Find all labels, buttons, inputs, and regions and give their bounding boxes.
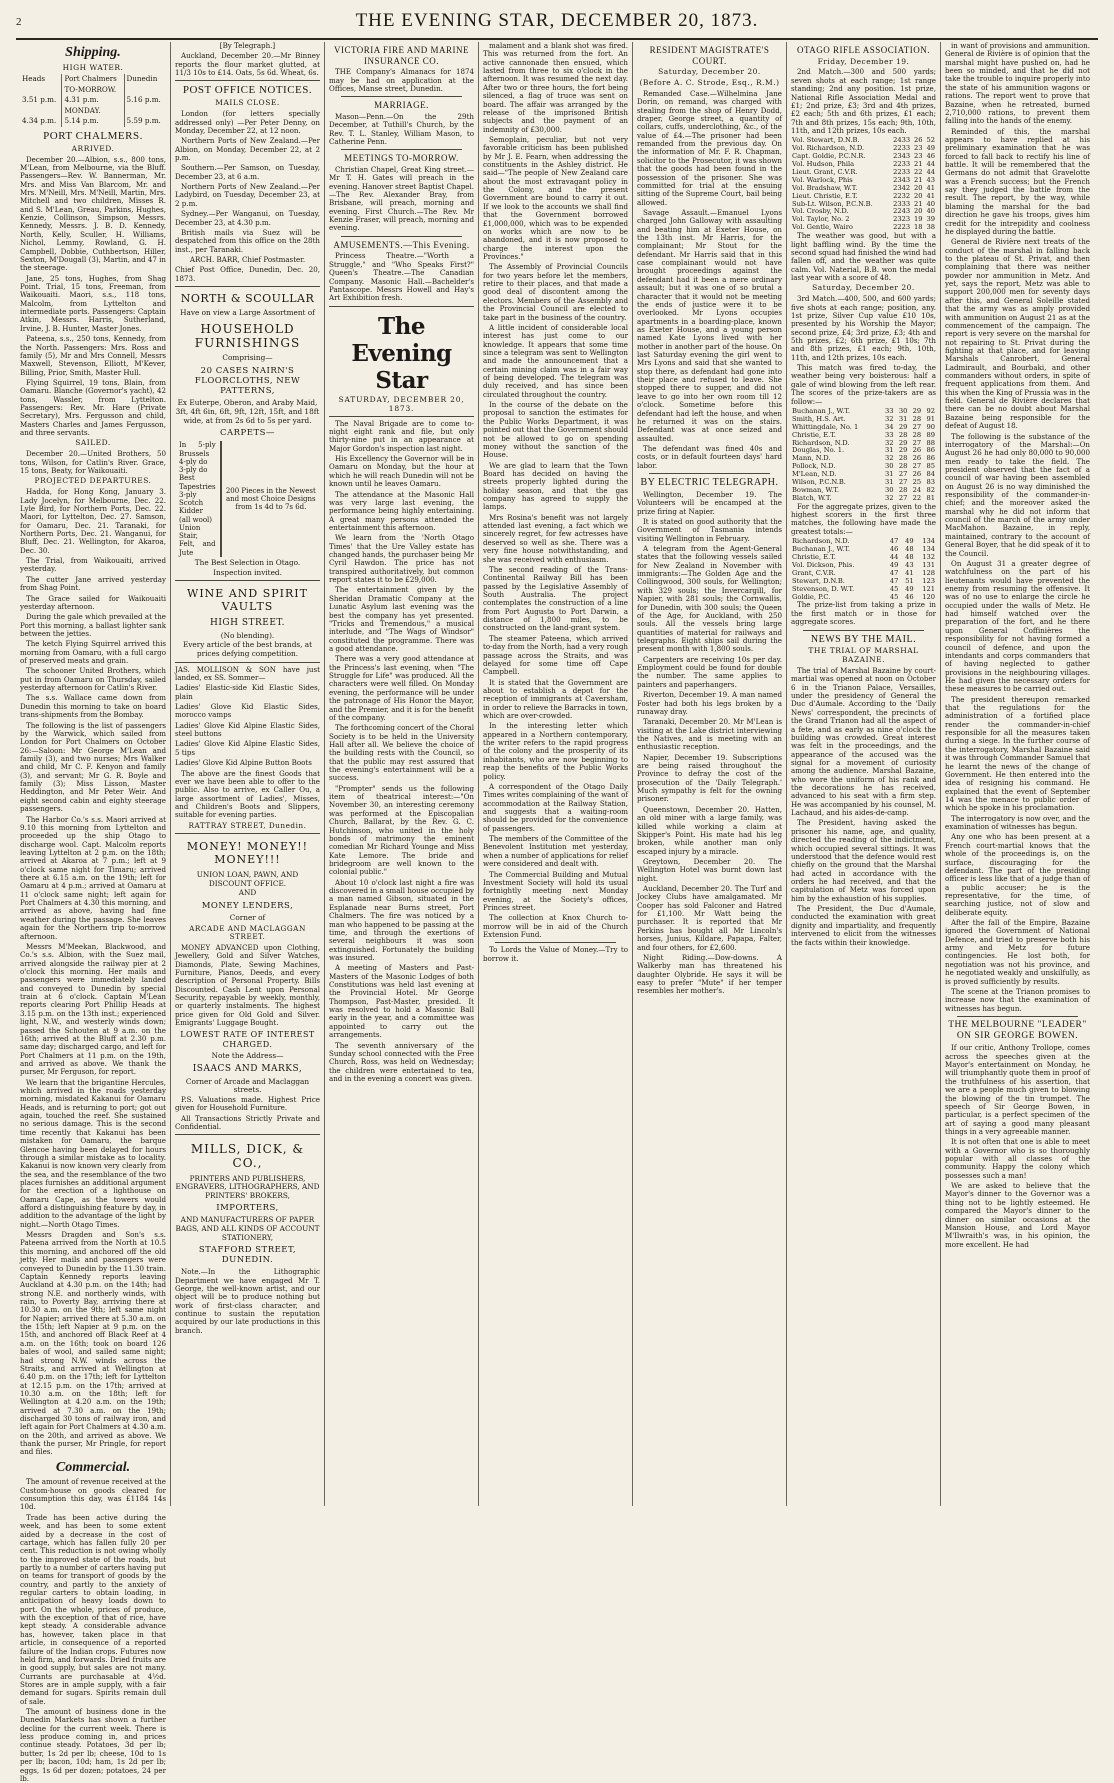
ad-headline: MILLS, DICK, & CO., <box>190 1142 305 1171</box>
ad-line: HIGH STREET. <box>210 618 285 629</box>
paragraph: The Harbor Co.'s s.s. Maori arrived at 9.10 this morning from Lyttelton and proceeded up the ship Otago to discharge wool. Capt. Malcolm reports leaving Lyttelton at 2 p.m. on the 18th; arrived at Akaroa at 7 p.m.; left at 9 o'clock same night for Timaru; arrived there at 6.15 a.m. on the 19th; left for Oamaru at 4 p.m.; arrived at Oamaru at 11 o'clock same night; left again for Port Chalmers at 4.30 this morning, and arrived as above, having had fine weather during the passage. She leaves again for the Northern trip to-morrow afternoon. <box>20 814 166 941</box>
paragraph: In the interesting letter which appeared in a Northern contemporary, the writer refers to the rapid progress of the colony and the prosperity of its inhabitants, who are now beginning to reap the benefits of the Public Works policy. <box>483 721 628 781</box>
score-row: Vol. Dickson, Phis. 49 43 131 <box>792 560 935 569</box>
column-advertisements <box>170 42 324 1506</box>
insurance-heading: VICTORIA FIRE AND MARINE INSURANCE CO. <box>333 45 470 66</box>
sailed-label: SAILED. <box>75 438 111 448</box>
paragraph: Semoplain, peculiar, but not very favorable criticism has been published by Mr J. E. Fearn, when addressing the constituents in the Ashley district. He said—"The people of New Zealand care about the most extravagant policy in the Colony, and the present Government are bound to carry it out. If we look to the accounts we shall find that the Government borrowed £1,000,000, which was to be expended on works which are now to be abandoned, and it is now proposed to charge the interest upon the Provinces." <box>483 134 628 261</box>
paragraph: On August 31 a greater degree of watchfulness on the part of his lieutenants would have prevented the enemy from resuming the offensive. It was of no use to enlarge the circle he occupied under the walls of Metz. He had himself watched over the preparation of the fort, and he there upon General Coffinières the responsibility for not having formed a council of defence, and upon the intendants and corps commanders that of having neglected to gather provisions in the neighbouring villages. He had given the necessary orders for these measures to be carried out. <box>945 558 1090 694</box>
paragraph: The prize-list from taking a prize in the first match or in those for aggregate scores. <box>791 600 936 627</box>
paragraph: The President, the Duc d'Aumale, conducted the examination with great dignity and impartiality, and frequently intervened to elicit from the witnesses the facts within their knowledge. <box>791 904 936 947</box>
page-number: 2 <box>16 16 22 28</box>
score-row: Stevenson, D. W.T. 45 49 121 <box>792 584 935 593</box>
paragraph: The Assembly of Provincial Councils for two years before let the members, retire to their places, and that made a good deal of discontent among the electors. Members of the Assembly and the Provincial Council are elected to take part in the business of the country. <box>483 262 628 322</box>
ad-address: ARCADE AND MACLAGGAN STREET. <box>189 923 306 942</box>
score-row: Christie, E.T. 44 48 132 <box>792 553 935 561</box>
score-table-b <box>791 408 936 503</box>
paragraph: Reminded of this, the marshal appears to have replied at his preliminary examination that he was forced to fall back to rectify his line of battle. It will be remembered that the Germans do not admit that Gravelotte was a French success; but the French say they judged the battle from the result. The report, by the way, while blaming the marshal for the bad direction he gave his troops, gives him credit for the intrepidity and coolness he displayed during the battle. <box>945 126 1090 236</box>
paragraph: Trade has been active during the week, and has been to some extent aided by a decrease in the cost of cartage, which has fallen fully 20 per cent. This reduction is not owing wholly to the improved state of the roads, but partly to a number of carters having put on teams for transport of goods by the country, and partly to the anxiety of regular carters to obtain loading, in anticipation of heavy loads down to port. On the whole, prices of produce, with the exception of that of rice, have kept steady. A considerable advance has, however, taken place in that article, in consequence of a reported failure of the Indian crops. Futures now held firm, and forwards. Dried fruits are in good supply, but sales are not many. Currants are purchasable at 4½d. Stores are in ample supply, with a fair demand for sugars. Spirits remain dull of sale. <box>20 1512 166 1706</box>
ad-line: Inspection invited. <box>213 567 282 577</box>
paragraph: The s.s. Wallace came down from Dunedin this morning to take on board trans-shipments from the Bombay. <box>20 693 166 720</box>
paragraph: The Trial, from Waikouaiti, arrived yesterday. <box>20 556 166 574</box>
paragraph: The interrogatory is now over, and the examination of witnesses has begun. <box>945 813 1090 832</box>
amusements-heading: AMUSEMENTS.—This Evening. <box>333 239 470 250</box>
paragraph: If our critic, Anthony Trollope, comes across the speeches given at the Mayor's entertainment on Monday, he will triumphantly quote them in proof of the truthfulness of his assertion, that we are a people much given to blowing the blowing of the tin trumpet. The speech of Sir George Bowen, in particular, is a perfect specimen of the art of saying a good many pleasant things in a very agreeable manner. <box>945 1043 1090 1136</box>
ad-line: Have on view a Large Assortment of <box>180 308 315 318</box>
tide-table: Heads Port Chalmers Dunedin TO-MORROW. 3.51 p.m. 4.31 p.m. 5.16 p.m. MONDAY. 4.34 p.m. 5.14 p.m. 5.59 p.m. <box>22 74 161 126</box>
ad-line: The Best Selection in Otago. <box>194 557 301 567</box>
score-row: Vol. Stewart, D.N.B. 2433 26 52 <box>792 136 935 145</box>
news-by-mail-heading: NEWS BY THE MAIL. <box>810 633 917 645</box>
arrived-text: December 20.—Albion, s.s., 800 tons, M'Lean, from Melbourne, via the Bluff. Passengers—Rev. W. Bannerman, Mr. Mrs. and Miss Van Blarcom, Mr. and Mrs. M'Neill, Mrs. M'Neill, Martin, Mrs. Mitchell and two children, Misses R. and S. M'Lean, Greau, Parkins, Hughes, Kenzie, Collinson, Simpson, Messrs. Kennedy, Messrs. J. B. D. Kennedy, North, Kelly, Sculler, H. Williams, Nichol, Lemmy, Rowland, G. H. Campbell, Dobbie, Cuthbertson, Hiller, Sexton, M'Dougall (3), Martin, and 47 in the steerage. <box>20 154 166 273</box>
paragraph: To Lords the Value of Money.—Try to borrow it. <box>483 945 628 963</box>
paragraph: The president thereupon remarked that the regulations for the administration of a fortified place render the commander-in-chief responsible for all the measures taken during a siege. In the further course of the interrogatory, Marshal Bazaine said it was through Commander Samuel that he learnt the news of the change of Government. He then entered into the idea of resigning his command. He explained that the event of September 14 was the menace to public order of which he spoke in his proclamation. <box>945 694 1090 813</box>
ad-line: LOWEST RATE OF INTEREST CHARGED. <box>180 1030 315 1049</box>
paragraph: The members of the Committee of the Benevolent Institution met yesterday, when a number of applications for relief were considered and dealt with. <box>483 834 628 869</box>
paragraph: The amount of revenue received at the Custom-house on goods cleared for consumption this day, was £1184 14s 10d. <box>20 1477 166 1512</box>
paragraph: The following is the list of passengers by the Warwick, which sailed from London for Port Chalmers on October 26:—Saloon: Mr George M'Lean and family (3), and two nurses; Mrs Walker and child, Mr C. F. Kenyon and family (3), and servant; Mr G. R. Boyle and family (3); Miss Lisson, Master Heddington, and Mr Peter Weir. And eight second cabin and eighty steerage passengers. <box>20 720 166 814</box>
paragraph: The seventh anniversary of the Sunday school connected with the Free Church, Ross, was held on Wednesday; the children were entertained to tea, and in the evening a concert was given. <box>329 1040 474 1083</box>
paragraph: The forthcoming concert of the Choral Society is to be held in the University Hall after all. We believe the choice of the building rests with the Council, so that the public may rest assured that the evening's entertainment will be a success. <box>329 723 474 783</box>
ad-headline: WINE AND SPIRIT VAULTS <box>187 587 308 614</box>
paragraph: Mason—Penn.—On the 29th December, at Tuthill's Church, by the Rev. T. L. Stanley, William Mason, to Catherine Penn. <box>329 111 474 146</box>
ad-line: Note the Address— <box>211 1051 284 1061</box>
score-row: Vol. Warlock, Phis 2343 21 43 <box>792 175 935 184</box>
paragraph: Jane, 25 tons, Hughes, from Shag Point. Trial, 15 tons, Freeman, from Waikouaiti. Maori, s.s., 118 tons, Malcolm, from Lyttelton and intermediate ports. Passengers: Captain Atkin, Messrs. Harris, Sutherland, Irvine, J. B. Hunter, Master Jones. <box>20 273 166 333</box>
paragraph: Auckland, December 20.—Mr Binney reports the flour market glutted, at 11/3 10s to £14. Oats, 5s 6d. Wheat, 6s. <box>175 51 320 78</box>
score-row: Vol. Gentle, Wairo 2223 18 38 <box>792 223 935 232</box>
score-row: Blatch, W.T. 32 27 22 81 <box>792 493 935 502</box>
paragraph: A correspondent of the Otago Daily Times writes complaining of the want of accommodation at the Railway Station, and suggests that a waiting-room should be provided for the convenience of passengers. <box>483 781 628 833</box>
paragraph: Princess Theatre.—"Worth a Struggle," and "Who Speaks First?" Queen's Theatre.—The Canadian Company. Masonic Hall.—Bachelder's Pantascope. Messrs Howell and Hay's Art Exhibition fresh. <box>329 251 474 303</box>
paragraph: A little incident of considerable local interest has just come to our knowledge. It appears that some time since a telegram was sent to Wellington and made the announcement that a certain mining claim was in a fair way of being developed. The telegram was duly received, and has since been circulated throughout the country. <box>483 322 628 399</box>
ad-mollison <box>175 662 320 831</box>
paragraph: Southern.—Per Samson, on Tuesday, December 23, at 6 a.m. <box>175 163 320 181</box>
paragraph: The entertainment given by the Sheridan Dramatic Company at the Lunatic Asylum last evening was the best the company has yet presented. "Tricks and Tremendous," a musical interlude, and "The Wags of Windsor" constituted the programme. There was a good attendance. <box>329 585 474 653</box>
score-row: Lieut. Christie, E.T. 2232 20 41 <box>792 191 935 200</box>
paragraph: THE Company's Almanacs for 1874 may be had on application at the Offices, Manse street, Dunedin. <box>329 67 474 93</box>
score-row: Vol. Crosby, N.D. 2243 20 40 <box>792 207 935 216</box>
paragraph: in want of provisions and ammunition. General de Rivière is of opinion that the marshal might have pushed on, had he been so minded, and that he did not take the trouble to inquire properly into the state of his ammunition wagons or rations. The report went to prove that Bazaine, when he retreated, burned 2,710,000 rations, to prevent them falling into the hands of the enemy. <box>945 41 1090 126</box>
arrived-label: ARRIVED. <box>71 143 115 153</box>
ad-headline: HOUSEHOLD FURNISHINGS <box>194 321 301 350</box>
ad-item: Ladies' Glove Kid Alpine Elastic Sides, 5 tips <box>175 739 320 757</box>
ad-address: RATTRAY STREET, Dunedin. <box>188 820 307 830</box>
paragraph: The Grace sailed for Waikouaiti yesterday afternoon. <box>20 593 166 611</box>
score-row: Goldie, P.C. 45 46 120 <box>792 592 935 601</box>
ad-line: JAS. MOLLISON & SON have just landed, ex SS. Sommer— <box>175 664 320 682</box>
score-row: Vol. Hudson, Phila 2233 21 44 <box>792 160 935 169</box>
news-subheading: THE TRIAL OF MARSHAL BAZAINE. <box>808 646 919 665</box>
paragraph: Northern Ports of New Zealand.—Per Ladybird, on Tuesday, December 23, at 2 p.m. <box>175 182 320 208</box>
paragraph: Greytown, December 20. The Wellington Hotel was burnt down last night. <box>637 856 782 883</box>
paragraph: The amount of business done in the Dunedin Markets has shown a further decline for the current week. There is less produce coming in, and prices continue steady. Potatoes, 3d per lb; butter, 1s 2d per lb; cheese, 10d to 1s per lb; bacon, 10d; ham, 1s 2d per lb; eggs, 1s 6d per dozen; potatoes, 24 per lb. <box>20 1707 166 1783</box>
masthead <box>16 8 1098 40</box>
dateline: SATURDAY, DECEMBER 20, 1873. <box>329 396 474 417</box>
ad-line: All Transactions Strictly Private and Confidential. <box>175 1113 320 1131</box>
score-row: Christie, E.T. 33 28 28 89 <box>792 430 935 439</box>
ad-line: P.S. Valuations made. Highest Price given for Household Furniture. <box>175 1094 320 1113</box>
paragraph: During the gale which prevailed at the Port this morning, a ballast lighter sank between the jetties. <box>20 612 166 638</box>
paragraph: The second reading of the Trans-Continental Railway Bill has been passed by the Legislative Assembly of South Australia. The project contemplates the construction of a line from Port Augusta to Port Darwin, a distance of 1,800 miles, to be constructed on the land-grant system. <box>483 564 628 633</box>
paragraph: After the fall of the Empire, Bazaine ignored the Government of National Defence, and tried to preserve both his army and Metz for future contingencies. He lost both, for negotiation was not his province, and he negotiated weakly and unskilfully, as is proved sufficiently by results. <box>945 918 1090 986</box>
meetings-heading: MEETINGS TO-MORROW. <box>344 153 459 164</box>
paragraph: Auckland, December 20. The Turf and Jockey Clubs have amalgamated. Mr Cooper has sold Falconer and Hatred for £1,100. Mr Watt being the purchaser. It is reported that Mr Perkins has bought all Mr Lincoln's horses, Junius, Kildare, Papapa, Falter, and four others, for £2,600. <box>637 884 782 952</box>
paragraph: We are asked to believe that the Mayor's dinner to the Governor was a thing not to be lightly esteemed. He compared the Mayor's dinner to the dinner on similar occasions at the Mansion House, and Lord Mayor M'Ilwraith's was, in his opinion, the more excellent. He had <box>945 1181 1090 1249</box>
paragraph: The weather was good, but with a light baffling wind. By the time the second squad had finished the wind had fallen off, and the weather was quite calm. Vol. Naterial, B.B. won the medal last year with a score of 48. <box>791 231 936 282</box>
paragraph: About 10 o'clock last night a fire was discovered in a small house occupied by a man named Gibson, situated in the Esplanade near Burns street, Port Chalmers. The fire was noticed by a man who happened to be passing at the time, and through the exertions of several neighbours it was soon extinguished. Fortunately the building was insured. <box>329 877 474 962</box>
ad-line: CARPETS— <box>220 428 275 439</box>
ad-headline: MONEY! MONEY!! MONEY!!! <box>186 840 309 867</box>
paragraph: Riverton, December 19. A man named Foster had both his legs broken by a runaway dray. <box>637 690 782 716</box>
paragraph: The ketch Flying Squirrel arrived this morning from Oamaru, with a full cargo of preserved meats and grain. <box>20 639 166 666</box>
score-row: Smith, H.S. Art. 32 31 28 91 <box>792 414 935 423</box>
ad-line: Corner of Arcade and Maclaggan streets. <box>185 1076 310 1095</box>
paragraph: 3rd Match.—400, 500, and 600 yards; five shots at each range; position, any. 1st prize, Silver Cup value £10 10s, presented by his Worship the Mayor; second prize, £4; 3rd prize, £3; 4th and 5th prizes, £2; 6th prize, £1 10s; 7th and 8th prizes, £1 each; 9th, 10th, 11th, and 12th prizes, 10s each. <box>791 294 936 362</box>
column-court-telegraph <box>632 42 786 1506</box>
paragraph: Napier, December 19. Subscriptions are being raised throughout the Province to defray the cost of the prosecution of the 'Daily Telegraph.' Much sympathy is felt for the owning prisoner. <box>637 752 782 804</box>
paragraph: The collection at Knox Church to-morrow will be in aid of the Church Extension Fund. <box>483 913 628 940</box>
paragraph: This match was fired to-day, the weather being very boisterous: half a gale of wind blowing from the left rear. The scores of the prize-takers are as follow:— <box>791 363 936 406</box>
score-row: Richardson, N.D. 32 29 27 88 <box>792 438 935 447</box>
commercial-heading: Commercial. <box>55 1459 131 1475</box>
paragraph: The following is the substance of the interrogatory of the Marshal:—On August 26 he had only 80,000 to 90,000 men ready to take the field. The president observed that the fact of a council of war having been assembled on August 26 is no way diminished the responsibility of the commander-in-chief; and the moreover asked the marshal why he did not inform that council of the march of the army under MacMahon. Bazaine, in reply, maintained, contrary to the account of General Boyer, that he did speak of it to the Council. <box>945 431 1090 558</box>
paragraph: Queenstown, December 20. Hatten, an old miner with a large family, was killed while working a claim at Skipper's Point. His mate had his leg broken, while another man only escaped injury by a miracle. <box>637 804 782 856</box>
paragraph: In the course of the debate on the proposal to sanction the estimates for the Public Works Department, it was pointed out that the Government should not be allowed to go on spending money without the sanction of the House. <box>483 400 628 460</box>
signature-place: Chief Post Office, Dunedin, Dec. 20, 1873. <box>175 265 320 283</box>
ad-line: AND <box>238 888 257 898</box>
paragraph: malament and a blank shot was fired. This was returned from the fort. An active cannonade then ensued, which lasted from three to six o'clock in the afternoon. It was resumed the next day. After two or three hours, the fort being silenced, a flag of truce was sent on board. The affair was arranged by the release of the imprisoned British subjects and the payment of an indemnity of £30,000. <box>483 41 628 134</box>
ad-mills-dick <box>175 1134 320 1335</box>
paragraph: 2nd Match.—300 and 500 yards; seven shots at each range; 1st range standing; 2nd any position. 1st prize, National Rifle Association Medal and £1; 2nd prize, £3; 3rd and 4th prizes, £2 each; 5th and 6th prizes, £1 each; 7th and 8th prizes, 15s each; 9th, 10th, 11th, and 12th prizes, 10s each. <box>791 67 936 135</box>
carpet-list: In 5-ply Brussels 4-ply do 3-ply do Best Tapestries 3-ply Scotch Kidder (all wool) Union Stair, Felt, and Jute 200 Pieces in the Newest and most Choice Designs from 1s 4d to 7s 6d. <box>179 441 316 557</box>
signature: ARCH. BARR, Chief Postmaster. <box>189 255 306 264</box>
score-row: Douglas, No. 1. 31 29 26 86 <box>792 446 935 455</box>
ad-union-loan <box>175 833 320 1131</box>
evening-star-flag: The Evening Star <box>351 312 452 394</box>
paragraph: British mails via Suez will be despatched from this office on the 28th inst., per Taranaki. <box>175 227 320 254</box>
ad-line: Comprising— <box>222 352 273 362</box>
paragraph: There was a very good attendance at the Princess's last evening, when "The Struggle for Life" was produced. All the characters were well filled. On Monday evening, the performance will be under the patronage of His Honor the Mayor, and the Premier, and it is for the benefit of the company. <box>329 654 474 722</box>
score-row: Richardson, N.D. 47 49 134 <box>792 537 935 546</box>
leader-heading: THE MELBOURNE "LEADER" ON SIR GEORGE BOWEN. <box>948 1019 1087 1042</box>
shipping-heading: Shipping. <box>65 45 121 60</box>
ad-wine-vaults <box>175 580 320 658</box>
score-row: Vol. Richardson, N.D. 2233 23 49 <box>792 144 935 153</box>
column-shipping <box>16 42 170 1783</box>
ad-line: (No blending). <box>220 630 275 640</box>
paragraph: General de Rivière next treats of the conduct of the marshal in falling back to the plateau of St. Privat, and then complaining that there was neither powder nor ammunition in Metz. And yet, says the report, Metz was able to support 200,000 men for seventy days after this, and General Soleille stated that the army was as amply provided with ammunition on August 21 as at the commencement of the campaign. The report is very severe on the marshal for not repairing to St. Privat during the fighting at that place, and for leaving Marshals Canrobert, General Ladmirault, and Bourbaki, and other commanders without orders, in spite of frequent applications from them. And this when the King of Prussia was in the field. General de Rivière declares that there can be no doubt about Marshal Bazaine being responsible for the defeat of August 18. <box>945 237 1090 431</box>
rifle-date-2: Saturday, December 20. <box>812 283 915 293</box>
column-rifle-mail <box>786 42 940 1506</box>
paragraph: Carpenters are receiving 10s per day. Employment could be found for double the number. The same applies to painters and paperhangers. <box>637 654 782 689</box>
ad-north-scoullar <box>175 286 320 577</box>
paragraph: Mrs Rosina's benefit was not largely attended last evening, a fact which we sincerely regret, for few actresses have deserved so well as she. There was a very fine house notwithstanding, and she was received with enthusiasm. <box>483 512 628 564</box>
paragraph: The steamer Pateena, which arrived to-day from the North, had a very rough passage across the Straits, and was delayed for some time off Cape Campbell. <box>483 633 628 677</box>
score-table-a <box>791 137 936 232</box>
paragraph: It is stated on good authority that the Government of Tasmania intends visiting Wellington in February. <box>637 516 782 543</box>
newspaper-title: THE EVENING STAR, DECEMBER 20, 1873. <box>355 10 759 31</box>
ad-line: 20 CASES NAIRN'S FLOORCLOTHS, NEW PATTERNS, <box>194 365 301 396</box>
paragraph: The trial of Marshal Bazaine by court-martial was opened at noon on October 6 in the Trianon Palace, Versailles, under the presidency of General the Duc d'Aumale. According to the 'Daily News' correspondent, the precincts of the Grand Trianon had all the aspect of a fete, and as early as nine o'clock the building was crowded. Great interest was felt in the proceedings, and the appearance of the accused was the signal for a movement of curiosity among the audience. Marshal Bazaine, who wore the uniform of his rank and the decorations he has received, advanced to his seat with a firm step. He was accompanied by his counsel, M. Lachaud, and his aides-de-camp. <box>791 666 936 818</box>
score-row: M'Lean, N.D. 31 27 26 84 <box>792 470 935 479</box>
paragraph: The cutter Jane arrived yesterday from Shag Point. <box>20 574 166 593</box>
paragraph: Taranaki, December 20. Mr M'Lean is visiting at the Lake district interviewing the Natives, and is meeting with an enthusiastic reception. <box>637 717 782 752</box>
ad-item: Ladies' Elastic-side Kid Elastic Sides, plain <box>175 683 320 701</box>
ad-line: Every article of the best brands, at prices defying competition. <box>182 640 313 658</box>
paragraph: Remanded Case.—Wilhelmina Jane Dorin, on remand, was charged with stealing from the shop of Henry Dodd, draper, George street, a quantity of collars, cuffs, underclothing, &c., of the value of £4.—The prisoner had been remanded from the previous day. On the information of Mr. F. R. Chapman, solicitor to the Prosecutor, it was shown that the goods had been found in the possession of the prisoner. She was committed for trial at the ensuing sitting of the Supreme Court, bail being allowed. <box>637 88 782 207</box>
court-before: (Before A. C. Strode, Esq., R.M.) <box>639 78 780 88</box>
paragraph: Messrs Dragden and Son's s.s. Pateena arrived from the North at 10.5 this morning, and anchored off the old jetty. Her mails and passengers were conveyed to Dunedin by the 11.30 train. Captain Kennedy reports leaving Auckland at 4.30 p.m. on the 14th; had strong N.E. and northerly winds, with rain, to Poverty Bay, arriving there at 10.30 a.m. on the 9th; left same night for Napier; arrived there at 5.30 a.m. on the 15th; left Napier at 9 p.m. on the 15th, and anchored off Black Reef at 4 a.m. on the 16th; took on board 126 bales of wool, and sailed same night; had strong N.W. winds across the Straits, and arrived at Wellington at 6.40 p.m. on the 17th; left for Lyttelton at 12.15 p.m. on the 17th; arrived at 10.30 a.m. on the 18th; left for Wellington at 4.20 a.m. on the 19th; arrived at 7.30 a.m. on the 19th; discharged 30 tons of railway iron, and left again for Port Chalmers at 4.30 a.m. on the 20th, and arrived as above. We thank the purser, Mr Pringle, for report and files. <box>20 1230 166 1457</box>
columns <box>16 41 1098 1783</box>
paragraph: The scene at the Trianon promises to increase now that the examination of witnesses has begun. <box>945 986 1090 1013</box>
mails-close-label: MAILS CLOSE. <box>215 98 280 108</box>
paragraph: The defendant was fined 40s and costs, or in default fourteen days' hard labor. <box>637 444 782 470</box>
ad-firm: NORTH & SCOULLAR <box>180 292 315 306</box>
marriage-heading: MARRIAGE. <box>374 100 429 111</box>
carpet-bracket-note: 200 Pieces in the Newest and most Choice Designs from 1s 4d to 7s 6d. <box>220 441 316 557</box>
score-row: Capt. Goldie, P.C.N.R. 2343 23 46 <box>792 152 935 161</box>
ad-line: MONEY LENDERS, <box>201 901 294 912</box>
score-table-c <box>791 538 936 601</box>
ad-item: Ladies' Glove Kid Alpine Button Boots <box>175 758 312 768</box>
score-row: Buchanan J., W.T. 33 30 29 92 <box>792 406 935 415</box>
telegraph-heading: BY ELECTRIC TELEGRAPH. <box>640 477 779 489</box>
port-chalmers-heading: PORT CHALMERS. <box>43 129 143 142</box>
ad-line: PRINTERS AND PUBLISHERS, ENGRAVERS, LITHOGRAPHERS, AND PRINTERS' BROKERS, <box>175 1173 320 1200</box>
paragraph: His Excellency the Governor will be in Oamaru on Monday, but the hour at which he will reach Dunedin will not be known until he leaves Oamaru. <box>329 454 474 489</box>
paragraph: Northern Ports of New Zealand.—Per Albion, on Monday, December 22, at 2 p.m. <box>175 136 320 163</box>
score-row: Lieut. Grant, C.V.R. 2233 22 44 <box>792 167 935 176</box>
ad-item: Ladies' Glove Kid Alpine Elastic Sides, steel buttons <box>175 720 320 739</box>
score-row: Sub-Lt. Wilson, P.C.N.B. 2333 21 40 <box>792 199 935 208</box>
paragraph: "Prompter" sends us the following item of theatrical interest:—"On November 30, an interesting ceremony was performed at the Episcopalian Church, Ballarat, by the Rev. G. C. Hutchinson, who united in the holy bonds of matrimony the eminent comedian Mr Richard Younge and Miss Kate Lemore. The bride and bridegroom are well known to the colonial public." <box>329 783 474 877</box>
score-row: Grant, C.V.R. 47 41 128 <box>792 568 935 577</box>
paragraph: A telegram from the Agent-General states that the following vessels sailed for New Zealand in November with immigrants:—The Golden Age and the Collingwood, 300 souls, for Wellington; with 329 souls; the Invercargill, for Napier, with 281 souls; the Cornwallis, for Dunedin, with 300 souls; the Queen of the Age, for Auckland, with 250 souls. All the vessels bring large quantities of material for railways and telegraphs. Eight ships sail during the present month with 1,800 souls. <box>637 544 782 654</box>
court-heading: RESIDENT MAGISTRATE'S COURT. <box>649 45 770 66</box>
ad-line: Note.—In the Lithographic Department we have engaged Mr T. George, the well-known artist, and our object will be to produce nothing but work of first-class character, and continue to sustain the reputation acquired by our late productions in this branch. <box>175 1267 320 1335</box>
ad-line: IMPORTERS, <box>216 1203 279 1214</box>
court-date: Saturday, December 20. <box>658 67 761 77</box>
score-row: Wilson, P.C.N.B. 31 27 25 83 <box>792 478 935 487</box>
paragraph: The President, having asked the prisoner his name, age, and quality, directed the reading of the indictment, which occupied several sittings. It was understood that the defence would rest chiefly on the ground that the Marshal had acted in accordance with the orders he had received, and that the capitulation of Metz was forced upon him by the exhaustion of his supplies. <box>791 818 936 903</box>
ad-line: MONEY ADVANCED upon Clothing, Jewellery, Gold and Silver Watches, Diamonds, Plate, Sewing Machines, Furniture, Pianos, Deeds, and every description of Personal Property. Bills Discounted. Cash Lent upon Personal Security, repayable by weekly, monthly, or quarterly instalments. The highest price given for Old Gold and Silver. Emigrants' Luggage Bought. <box>175 942 320 1028</box>
paragraph: Any one who has been present at a French court-martial knows that the whole of the proceedings is, on the surface, discouraging for the defendant. The part of the presiding officer is less like that of a judge than of a public accuser; he is the representative, for the time, of searching justice, not of slow and deliberate equity. <box>945 832 1090 917</box>
paragraph: Savage Assault.—Emanuel Lyons charged John Galloway with assaulting and beating him at Exeter House, on the 13th inst. Mr Harris, for the complainant; Mr Stout for the defendant. Mr Harris said that in this case complainant would not have brought proceedings against the defendant had it been a mere ordinary assault; but it was one of so brutal a character that it would not be meeting the ends of justice were it to be overlooked. Mr Lyons occupies apartments in a boarding-place, known as Exeter House, and a young person named Kate Lyons lived with her mother in another part of the house. On last Saturday evening the girl went to Mrs Lyons and said that she wanted to stop there, as defendant had gone into their place and refused to leave. She stopped there to supper, and did not leave to go into her own room till 12 o'clock. Sometime before this defendant had left the house, and when he returned it was on the stairs. Defendant was at once seized and assaulted. <box>637 207 782 443</box>
telegraph-head: [By Telegraph.] <box>219 41 276 50</box>
post-office-heading: POST OFFICE NOTICES. <box>182 84 313 97</box>
ad-line: Corner of <box>229 913 266 923</box>
paragraph: We are glad to learn that the Town Board has decided on having the streets properly lighted during the holiday season, and that the gas company has agreed to supply the lamps. <box>483 460 628 512</box>
paragraph: Night Riding.—Dow-downs. A Walkerby man has threatened his daughter Olybride. He says it will be easy to prefer "Mute" if her temper resembles her mother's. <box>637 952 782 996</box>
rifle-date: Friday, December 19. <box>817 56 910 66</box>
paragraph: For the aggregate prizes, given to the highest scorers in the first three matches, the following have made the greatest totals:— <box>791 501 936 536</box>
ad-line: Ex Euterpe, Oberon, and Araby Maid, <box>177 397 318 407</box>
paragraph: Messrs M'Meekan, Blackwood, and Co.'s s.s. Albion, with the Suez mail, arrived alongside the railway pier at 2 o'clock this morning. Her mails and passengers were immediately landed and conveyed to Dunedin by special train at 6 o'clock. Captain M'Lean reports clearing Port Phillip Heads at 3.15 p.m. on the 13th inst.; experienced light, N.W., and westerly winds down; passed the Schouten at 9 a.m. on the 16th; arrived at the Bluff at 2.30 p.m. same day; discharged cargo, and left for Port Chalmers at 11 p.m. on the 19th, and arrived as above. We thank the purser, Mr Ferguson, for report. <box>20 941 166 1077</box>
ad-line: 3ft, 4ft 6in, 6ft, 9ft, 12ft, 15ft, and 18ft wide, at from 2s 6d to 5s per yard. <box>175 407 320 425</box>
paragraph: A meeting of Masters and Past-Masters of the Masonic Lodges of both Constitutions was held last evening at the Provincial Hotel. Mr George Thompson, Past-Master, presided. It was resolved to hold a Masonic Ball early in the year, and a committee was appointed to carry out the arrangements. <box>329 963 474 1040</box>
paragraph: Sydney.—Per Wanganui, on Tuesday, December 23, at 4.30 p.m. <box>175 209 320 227</box>
paragraph: The schooner United Brothers, which put in from Oamaru on Thursday, sailed yesterday afternoon for Catlin's River. <box>20 666 166 693</box>
paragraph: The attendance at the Masonic Hall was very large last evening, the performance being highly entertaining. A great many persons attended the entertainment this afternoon. <box>329 489 474 532</box>
paragraph: London (for letters specially addressed only) —Per Peter Denny, on Monday, December 22, at 12 noon. <box>175 109 320 135</box>
ad-line: UNION LOAN, PAWN, AND DISCOUNT OFFICE. <box>196 870 299 888</box>
score-row: Whittingdale, No. 1 34 29 27 90 <box>792 422 935 431</box>
paragraph: The Commercial Building and Mutual Investment Society will hold its usual fortnightly meeting next Monday evening, at the Society's offices, Princes street. <box>483 869 628 912</box>
ad-item: Ladies' Glove Kid Elastic Sides, morocco vamps <box>175 702 320 720</box>
projected-label: PROJECTED DEPARTURES. <box>34 476 152 486</box>
paragraph: We learn that the brigantine Hercules, which arrived in the roads yesterday morning, misdated Kakanui for Oamaru Heads, and is returning to port; got out again, touched the reef. She sustained no serious damage. This is the second time recently that Kakanui has been mistaken for Oamaru, the barque Glencoe having been delayed for hours through a similar mistake as to locality. Kakanui is now known very clearly from the sea, and the resemblance of the two places furnishes an additional argument for the erection of a lighthouse on Oamaru Cape, as the towers would afford a distinguishing feature by day, in addition to the advantage of the light by night.—North Otago Times. <box>20 1077 166 1229</box>
high-water-heading: HIGH WATER. <box>62 62 124 72</box>
score-row: Vol. Bradshaw, W.T. 2342 20 41 <box>792 183 935 192</box>
rifle-heading: OTAGO RIFLE ASSOCIATION. <box>796 45 931 55</box>
paragraph: It is stated that the Government are about to establish a depot for the reception of immigrants at Caversham, in order to relieve the Barracks in town, which are over-crowded. <box>483 677 628 721</box>
column-editorial <box>324 42 478 1506</box>
paragraph: It is not often that one is able to meet with a Governor who is so thoroughly popular with all classes of the community. Happy the colony which possesses such a man! <box>945 1137 1090 1180</box>
score-row: Mann, N.D. 32 28 26 86 <box>792 454 935 463</box>
paragraph: We learn from the 'North Otago Times' that the Ure Valley estate has changed hands, the purchaser being Mr Cyril Hawdon. The price has not transpired authoritatively, but common report states it to be £29,000. <box>329 533 474 585</box>
paragraph: Pateena, s.s., 250 tons, Kennedy, from the North. Passengers: Mrs. Ross and family (5), Mr and Mrs Connell, Messrs Maxwell, Stevenson, Elliott, M'Kever, Billing, Prior, Smith, Master Hull. <box>20 334 166 377</box>
ad-firm: ISAACS AND MARKS, <box>192 1063 303 1074</box>
score-row: Buchanan J., W.T. 46 48 134 <box>792 545 935 554</box>
ad-line: The above are the finest Goods that ever we have been able to offer to the public. Also to arrive, ex Caller Ou, a large assortment of Ladies', Misses, and Children's Boots and Slippers, suitable for evening parties. <box>175 768 320 820</box>
paragraph: Wellington, December 19. The Volunteers will be encamped at the prize firing at Napier. <box>637 489 782 516</box>
score-row: Stewart, D.N.B. 47 51 123 <box>792 576 935 585</box>
column-news <box>478 42 632 1506</box>
score-row: Pollock, N.D. 30 28 27 85 <box>792 462 935 471</box>
score-row: Vol. Taylor, No. 2 2323 19 39 <box>792 215 935 224</box>
paragraph: The Naval Brigade are to come to-night eight rank and file, but only thirty-nine put in an appearance at Major Gordon's inspection last night. <box>329 418 474 453</box>
paragraph: Christian Chapel, Great King street.—Mr T. H. Gates will preach in the evening. Hanover street Baptist Chapel.—The Rev. Alexander Bray, from Brisbane, will preach, morning and evening. First Church.—The Rev. Mr Kenzie Fraser, will preach, morning and evening. <box>329 164 474 233</box>
paragraph: Flying Squirrel, 19 tons, Blain, from Oamaru. Blanche (Governor's yacht), 42 tons, Wassler, from Lyttelton. Passengers: Rev. Mr. Hare (Private Secretary), Mrs. Fergusson and child, Masters Charles and James Fergusson, and three servants. <box>20 377 166 438</box>
score-row: Bowman, W.T. 30 28 24 82 <box>792 485 935 494</box>
ad-line: AND MANUFACTURERS OF PAPER BAGS, AND ALL KINDS OF ACCOUNT STATIONERY, <box>175 1215 320 1242</box>
projected-text: Hadda, for Hong Kong, January 3. Lady Jocelyn, for Melbourne, Dec. 22. Lyle Bird, for Northern Ports, Dec. 22. Maori, for Lyttelton, Dec. 27. Samson, for Oamaru, Dec. 21. Taranaki, for Northern Ports, Dec. 21. Wanganui, for Bluff, Dec. 21. Wellington, for Akaroa, Dec. 30. <box>20 487 166 555</box>
column-bazaine-leader <box>940 42 1094 1506</box>
ad-address: STAFFORD STREET, DUNEDIN. <box>198 1245 297 1266</box>
sailed-text: December 20.—United Brothers, 50 tons, Wilson, for Catlin's River. Grace, 15 tons, Beaty, for Waikouaiti. <box>20 449 166 476</box>
